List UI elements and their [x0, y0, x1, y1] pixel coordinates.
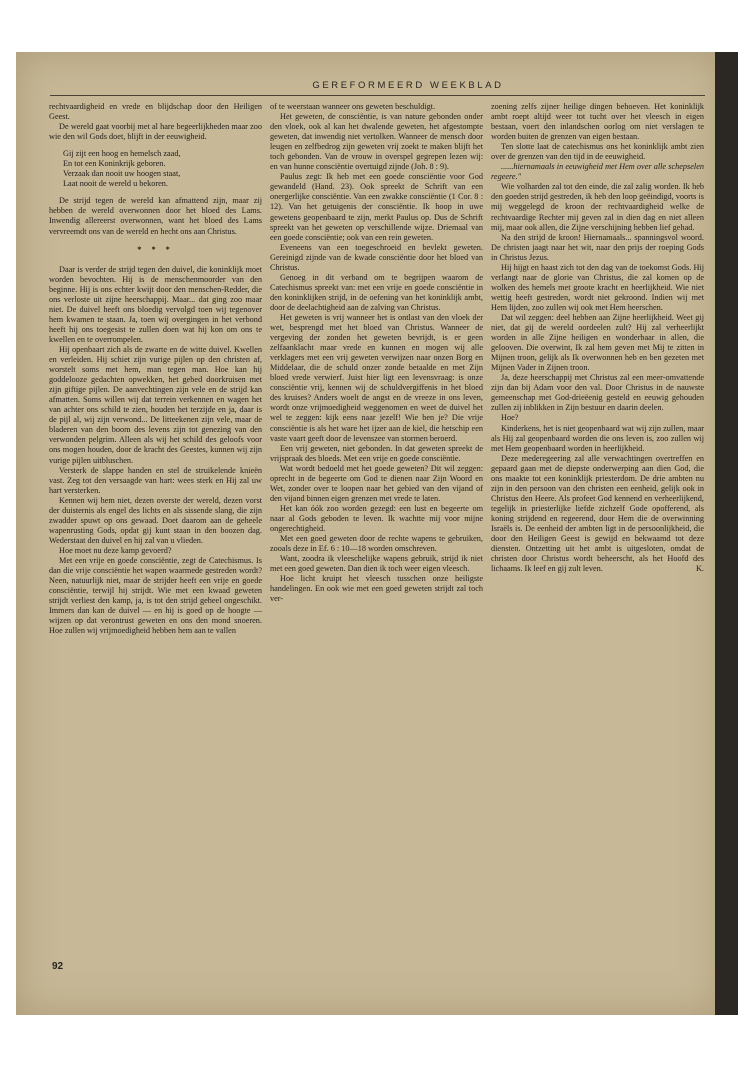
- paragraph: Kinderkens, het is niet geopenbaard wat wij zijn zullen, maar als Hij zal geopenbaard worden die ons leven is, zoo zullen wij met Hem geopenbaard worden in heerlijkheid.: [491, 423, 704, 453]
- paragraph: De wereld gaat voorbij met al hare begeerlijkheden maar zoo wie den wil Gods doet, blijft in der eeuwigheid.: [49, 122, 262, 142]
- paragraph: rechtvaardigheid en vrede en blijdschap door den Heiligen Geest.: [49, 102, 262, 122]
- paragraph: Kennen wij hem niet, dezen overste der wereld, dezen vorst der duisternis als engel des lichts en als sissende slang, die zijn zwadder spuwt op ons gewaad. Doet daarom aan de geheele wapenrusting Gods, opdat gij kunt staan in den boozen dag. Wederstaat den duivel en hij zal van u vlieden.: [49, 495, 262, 545]
- magazine-page: [16, 52, 721, 1015]
- paragraph: Want, zoodra ik vleeschelijke wapens gebruik, strijd ik niet met een goed geweten. Dan dien ik toch weer eigen vleesch.: [270, 554, 483, 574]
- page-header-title: GEREFORMEERD WEEKBLAD: [312, 80, 504, 91]
- paragraph: Wat wordt bedoeld met het goede geweten? Dit wil zeggen: oprecht in de begeerte om God te dienen naar Zijn Woord en Wet, zonder over te loopen naar het gebied van den vijand of den vijand binnen eigen grenzen met vrede te laten.: [270, 463, 483, 503]
- text-column-2: [270, 102, 483, 604]
- paragraph: Hij openbaart zich als de zwarte en de witte duivel. Kwellen en verleiden. Hij schiet zijn vurige pijlen op den christen af, worstelt soms met hem, man tegen man. Hoe kan hij goddelooze gedachten opwekken, het gebed doorkruisen met zijn giftige pijlen. De aanvechtingen zijn vele en de strijd kan afmatten. Soms willen wij dat terrein verkennen en wagen het van achter ons schild te zien, houden het terzijde en ja, daar is de pijl al, wij zijn verwond... De litteekenen zijn vele, maar de bladeren van den boom des levens zijn tot genezing van den verwonden pelgrim. Alleen als wij het schild des geloofs voor ons mogen houden, door de kracht des Geestes, kunnen wij zijn vurige pijlen uitbluschen.: [49, 344, 262, 465]
- paragraph: Hoe licht kruipt het vleesch tusschen onze heiligste handelingen. En ook wie met een goed geweten strijdt zal toch ver-: [270, 574, 483, 604]
- paragraph: Wie volharden zal tot den einde, die zal zalig worden. Ik heb den goeden strijd gestreden, ik heb den loop geëindigd, voorts is mij weggelegd de kroon der rechtvaardigheid welke de rechtvaardige Rechter mij geven zal in dien dag en niet alleen mij, maar ook allen, die Zijne verschijning hebben lief gehad.: [491, 182, 704, 232]
- page-number: 92: [52, 961, 64, 972]
- section-divider-stars: * * *: [137, 244, 174, 254]
- poem-line: Gij zijt een hoog en hemelsch zaad,: [63, 149, 181, 159]
- bottom-margin: [0, 1015, 738, 1068]
- paragraph: Het geweten, de consciëntie, is van nature gebonden onder den vloek, ook al kan het dwalende geweten, het afgestompte geweten, dat inwendig niet vertolken. Wanneer de mensch door leugen en zelfbedrog zijn geweten vrij zoekt te maken blijft het toch gebonden. Van de vrouw in overspel gegrepen lezen wij: en van hunne consciëntie overtuigd zijnde (Joh. 8 : 9).: [270, 112, 483, 172]
- paragraph: De strijd tegen de wereld kan afmattend zijn, maar zij hebben de wereld overwonnen door het bloed des Lams. Inwendig allereerst overwonnen, want het bloed des Lams vervreemdt ons van de wereld en hecht ons aan Christus.: [49, 196, 262, 236]
- paragraph-text: Deze mederegeering zal alle verwachtingen overtreffen en gepaard gaan met de diepste onderwerping aan dien God, die ons maakte tot een koninklijk priesterdom. De drie ambten nu zijn in den persoon van den christen een eenheid, gelijk ook in Christus den Heere. Als profeet God kennend en verheerlijkend, tegelijk in priesterlijke liefde zichzelf Gode opofferend, als koning strijdend en regeerend, door Hem die de overwinning Israëls is. De eenheid der ambten ligt in de persoonlijkheid, die door den Heiligen Geest is gewijd en bekwaamd tot deze diensten. Ontzetting uit het ambt is uitgesloten, omdat de christen door Christus wordt beheerscht, als het Hoofd des lichaams. Ik leef en gij zult leven.: [491, 453, 704, 574]
- author-signature: K.: [695, 564, 704, 574]
- quote-paragraph: ......hiernamaals in eeuwigheid met Hem over alle schepselen regeere.": [491, 162, 704, 182]
- paragraph: Met een vrije en goede consciëntie, zegt de Catechismus. Is dan die vrije consciëntie het wapen waarmede gestreden wordt? Neen, natuurlijk niet, maar de strijder heeft een vrije en goede consciëntie, terwijl hij strijdt. Wie met een kwaad geweten strijdt verliest den kamp, ja, is tot den strijd geheel ongeschikt. Immers dan kan de duivel — en hij is goed op de hoogte — wijzen op dat verontrust geweten en ons den mond snoeren. Hoe zullen wij vrijmoedigheid hebben hem aan te vallen: [49, 555, 262, 636]
- final-paragraph: [491, 454, 704, 575]
- paragraph: zoening zelfs zijner heilige dingen behoeven. Het koninklijk ambt roept altijd weer tot tucht over het vleesch in eigen bestaan, voert den inlandschen oorlog om niet verslagen te worden buiten de grenzen van eigen bestaan.: [491, 102, 704, 142]
- poem-stanza: [63, 149, 262, 189]
- paragraph: Het kan óók zoo worden gezegd: een lust en begeerte om naar al Gods geboden te leven. Ik wachtte mij voor mijne ongerechtigheid.: [270, 503, 483, 533]
- scan-dark-edge: [715, 52, 738, 1015]
- paragraph: Hij hijgt en haast zich tot den dag van de toekomst Gods. Hij verlangt naar de glorie van Christus, die zal komen op de wolken des hemels met groote kracht en heerlijkheid. Wie niet wettig heeft gestreden, wordt niet gekroond. Indien wij met Hem lijden, zoo zullen wij ook met Hem heerschen.: [491, 262, 704, 312]
- paragraph: Na den strijd de kroon! Hiernamaals... spanningsvol woord. De christen jaagt naar het wit, naar den prijs der roeping Gods in Christus Jezus.: [491, 232, 704, 262]
- poem-line: Laat nooit de wereld u bekoren.: [63, 179, 168, 189]
- paragraph: Hoe moet nu deze kamp gevoerd?: [59, 545, 172, 555]
- poem-line: En tot een Koninkrijk geboren.: [63, 159, 166, 169]
- paragraph: Genoeg in dit verband om te begrijpen waarom de Catechismus spreekt van: met een vrije en goede consciëntie in den koninklijken strijd, in de oefening van het koninklijk ambt, door de deelachtigheid aan de zalving van Christus.: [270, 272, 483, 312]
- paragraph: Versterk de slappe handen en stel de struikelende knieën vast. Zeg tot den versaagde van hart: wees sterk en Hij zal uw hart versterken.: [49, 465, 262, 495]
- paragraph: Het geweten is vrij wanneer het is ontlast van den vloek der wet, besprengd met het bloed van Christus. Wanneer de vergeving der zonden het geweten bevrijdt, is er geen zelfaanklacht maar vrede en kunnen en mogen wij alle verklagers met een vrij geweten verwijzen naar onzen Borg en Middelaar, die de schuld onzer zonde betaalde en met Zijn bloed vrede verwierf. Juist hier ligt een levensvraag: is onze consciëntie vrij, kennen wij de schuldvergiffenis in het bloed des kruises? Anders woelt de angst en de vreeze in ons leven, wordt onze vrijmoedigheid weggenomen en weet de duivel het wel te zeggen: kijk eens naar jezelf! Wie ben je? Die vrije consciëntie is als het ware het ijzer aan de kiel, die hetschip een vaste vaart geeft door de levenszee van stormen beroerd.: [270, 312, 483, 443]
- paragraph: Eveneens van een toegeschroeid en bevlekt geweten. Gereinigd zijnde van de kwade consciëntie door het bloed van Christus.: [270, 242, 483, 272]
- paragraph: Hoe?: [501, 413, 519, 423]
- paragraph: Met een goed geweten door de rechte wapens te gebruiken, zooals deze in Ef. 6 : 10—18 worden omschreven.: [270, 534, 483, 554]
- paragraph: Ja, deze heerschappij met Christus zal een meer-omvattende zijn dan bij Adam voor den val. Door Christus in de nauwste gemeenschap met God-drieëenig gesteld en eeuwig gehouden zullen zij inblikken in Zijn bestuur en daarin deelen.: [491, 373, 704, 413]
- poem-line: Verzaak dan nooit uw hoogen staat,: [63, 169, 181, 179]
- paragraph: Daar is verder de strijd tegen den duivel, die koninklijk moet worden bevochten. Hij is de menschenmoorder van den beginne. Hij is ons echter kwijt door den menschen-Redder, die ons verloste uit zijne heerschappij. Maar... dat ging zoo maar niet. De duivel heeft ons bloedig vervolgd toen wij tegenover hem kwamen te staan. Ja, toen wij overgingen in het verbond heeft hij ons toegesist te zullen doen wat hij kon om ons te kwellen en te overrompelen.: [49, 264, 262, 344]
- paragraph: Paulus zegt: Ik heb met een goede consciëntie voor God gewandeld (Hand. 23). Ook spreekt de Schrift van een onergerlijke consciëntie. Van een zwakke consciëntie (1 Cor. 8 : 12). Van het getuigenis der consciëntie. Ik hoop in uwe gewetens geopenbaard te zijn, merkt Paulus op. Dus de Schrift spreekt van het geweten op verschillende wijze. Driemaal van een goede consciëntie; ook van een rein geweten.: [270, 172, 483, 242]
- paragraph: Ten slotte laat de catechismus ons het koninklijk ambt zien over de grenzen van den tijd in de eeuwigheid.: [491, 142, 704, 162]
- paragraph: Een vrij geweten, niet gebonden. In dat geweten spreekt de vrijspraak des bloeds. Met een vrije en goede consciëntie.: [270, 443, 483, 463]
- text-column-3: [491, 102, 704, 574]
- top-margin: [0, 0, 738, 52]
- paragraph: Dat wil zeggen: deel hebben aan Zijne heerlijkheid. Weet gij niet, dat gij de wereld oordeelen zult? Hij zal verheerlijkt worden in alle Zijne heiligen en wonderbaar in allen, die gelooven. Die overwint, Ik zal hem geven met Mij te zitten in Mijnen troon, gelijk als Ik overwonnen heb en ben gezeten met Mijnen Vader in Zijnen troon.: [491, 312, 704, 373]
- paragraph: of te weerstaan wanneer ons geweten beschuldigt.: [270, 102, 436, 111]
- header-rule: [50, 95, 705, 96]
- text-column-1: [49, 102, 262, 636]
